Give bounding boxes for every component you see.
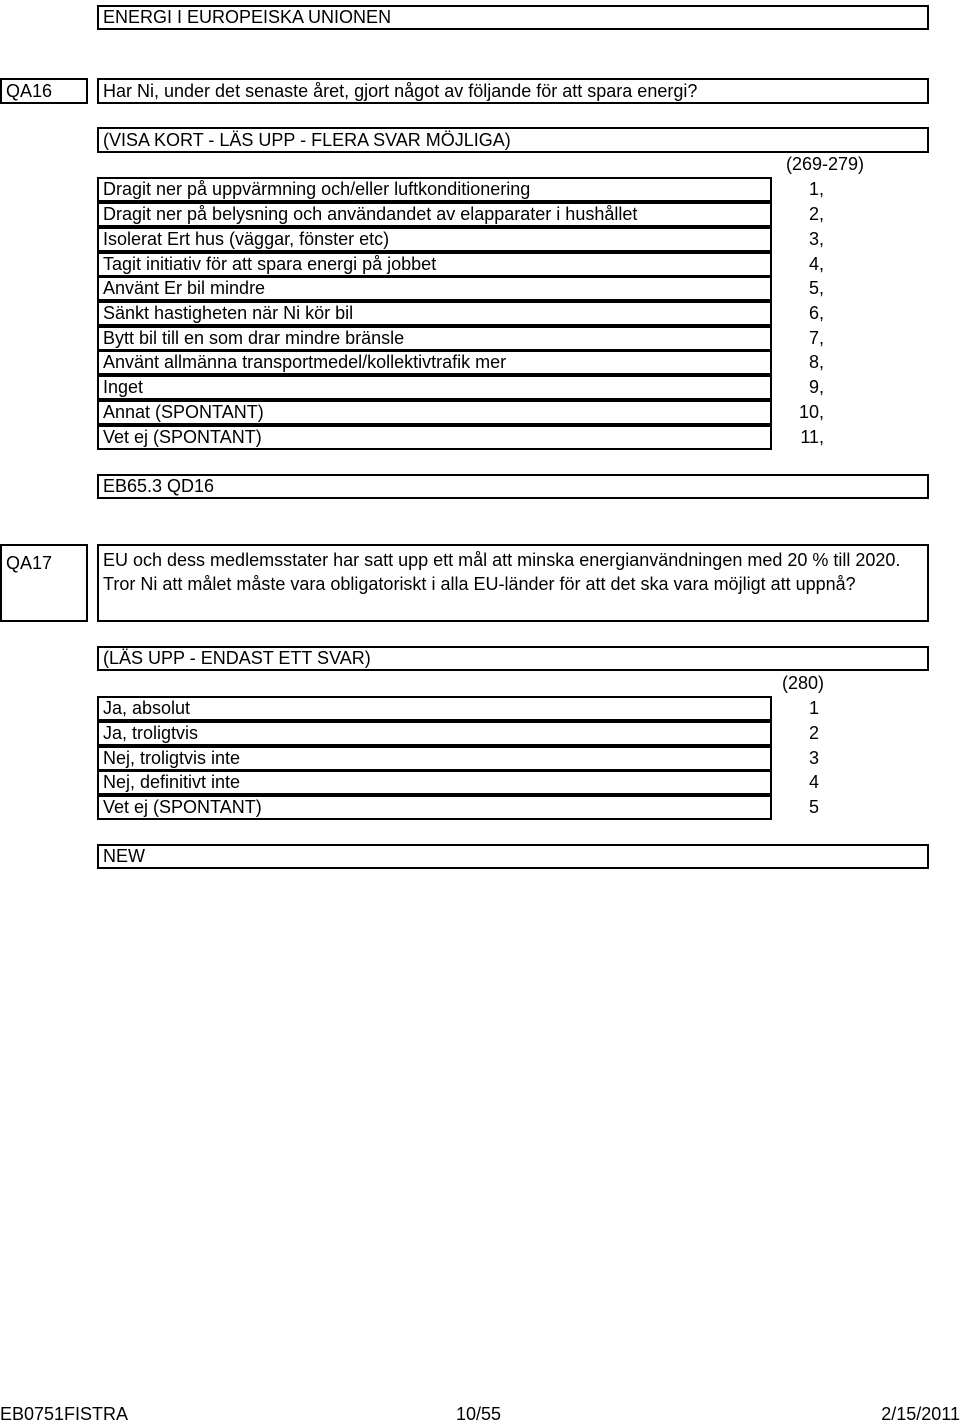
qa16-option-label: Bytt bil till en som drar mindre bränsle	[97, 326, 772, 351]
qa17-option-label: Nej, definitivt inte	[97, 770, 772, 795]
qa17-source: NEW	[97, 844, 929, 869]
qa16-instruction: (VISA KORT - LÄS UPP - FLERA SVAR MÖJLIGA)	[97, 127, 929, 153]
qa17-option-code: 3	[808, 748, 819, 768]
qa17-question: EU och dess medlemsstater har satt upp ett mål att minska energianvändningen med 20 % till 2020. Tror Ni att målet måste vara obligatoriskt i alla EU-länder för att det ska vara möjligt att uppnå?	[97, 544, 929, 622]
qa17-option-label: Nej, troligtvis inte	[97, 746, 772, 771]
qa16-option-label: Dragit ner på belysning och användandet av elapparater i hushållet	[97, 202, 772, 227]
qa17-id: QA17	[0, 544, 88, 622]
qa16-option-code: 5,	[808, 278, 824, 298]
qa16-option-code: 1,	[808, 179, 824, 199]
qa16-option-code: 7,	[808, 328, 824, 348]
qa16-option-label: Använt allmänna transportmedel/kollektivtrafik mer	[97, 350, 772, 375]
qa16-source: EB65.3 QD16	[97, 474, 929, 499]
qa16-question: Har Ni, under det senaste året, gjort något av följande för att spara energi?	[97, 78, 929, 104]
footer-date: 2/15/2011	[881, 1404, 960, 1424]
qa16-option-code: 3,	[808, 229, 824, 249]
qa17-option-label: Ja, troligtvis	[97, 721, 772, 746]
qa16-option-label: Sänkt hastigheten när Ni kör bil	[97, 301, 772, 326]
qa17-instruction: (LÄS UPP - ENDAST ETT SVAR)	[97, 646, 929, 671]
qa17-option-code: 2	[808, 723, 819, 743]
qa16-option-code: 11,	[800, 427, 824, 447]
section-title: ENERGI I EUROPEISKA UNIONEN	[97, 5, 929, 30]
qa16-id: QA16	[0, 78, 88, 104]
qa16-option-code: 6,	[808, 303, 824, 323]
qa16-option-code: 10,	[798, 402, 824, 422]
qa16-option-label: Isolerat Ert hus (väggar, fönster etc)	[97, 227, 772, 252]
qa16-option-label: Vet ej (SPONTANT)	[97, 425, 772, 450]
qa17-option-code: 4	[808, 772, 819, 792]
qa17-column-ref: (280)	[781, 673, 824, 693]
qa16-option-label: Annat (SPONTANT)	[97, 400, 772, 425]
footer-document-id: EB0751FISTRA	[0, 1404, 129, 1424]
qa16-option-label: Inget	[97, 375, 772, 400]
qa17-option-label: Ja, absolut	[97, 696, 772, 721]
qa17-option-code: 1	[808, 698, 819, 718]
footer-page-number: 10/55	[456, 1404, 502, 1424]
qa17-option-code: 5	[808, 797, 819, 817]
qa17-option-label: Vet ej (SPONTANT)	[97, 795, 772, 820]
qa16-option-label: Dragit ner på uppvärmning och/eller luftkonditionering	[97, 177, 772, 202]
qa16-option-code: 9,	[808, 377, 824, 397]
qa16-option-code: 4,	[808, 254, 824, 274]
qa16-option-code: 8,	[808, 352, 824, 372]
qa16-column-ref: (269-279)	[785, 154, 864, 174]
qa16-option-code: 2,	[808, 204, 824, 224]
qa16-option-label: Använt Er bil mindre	[97, 276, 772, 301]
qa16-option-label: Tagit initiativ för att spara energi på jobbet	[97, 252, 772, 277]
